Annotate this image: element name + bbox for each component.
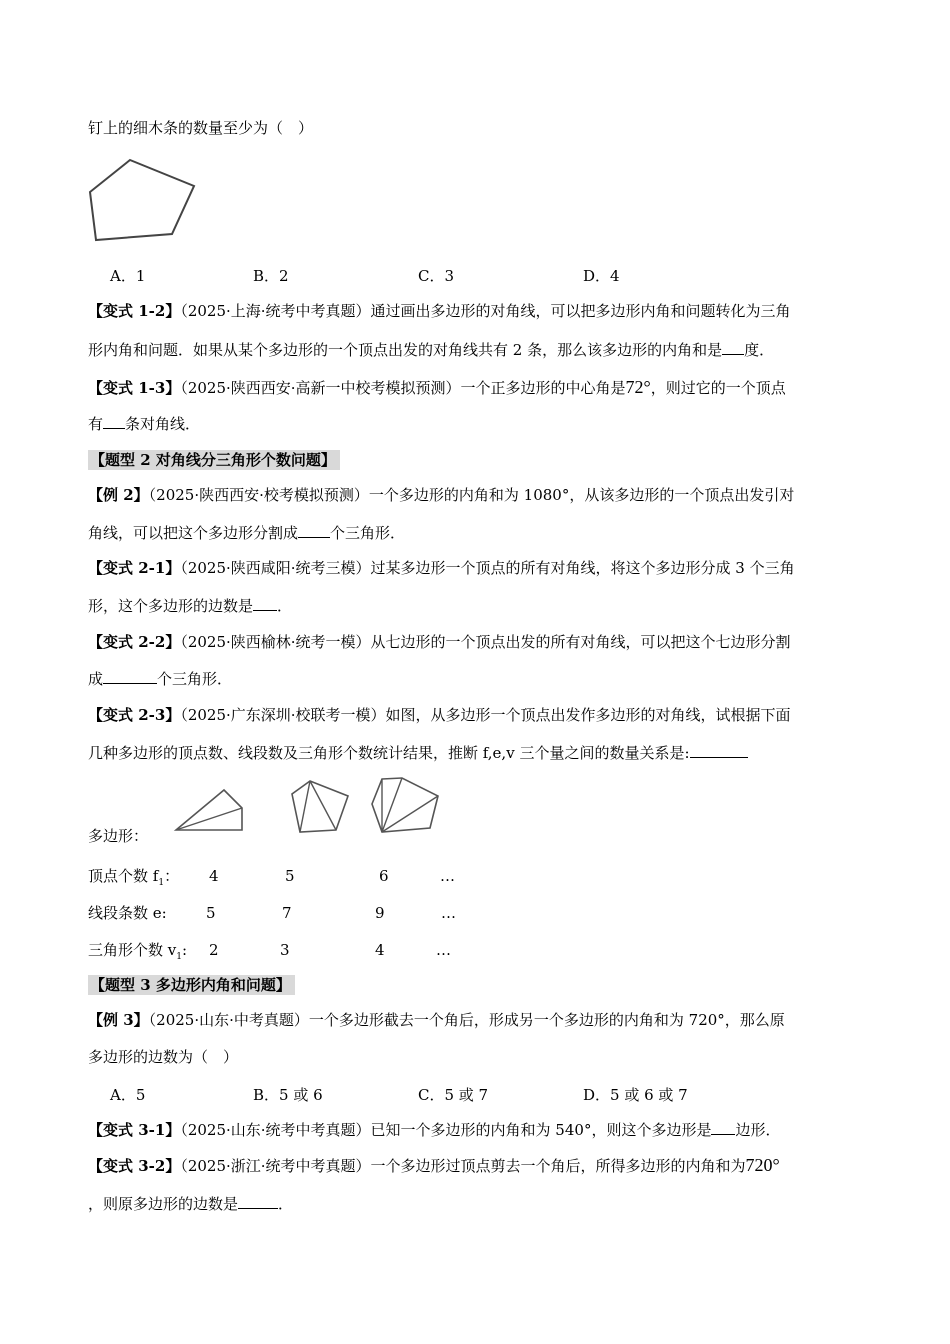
- question-text: （2025·陕西咸阳·统考三模）过某多边形一个顶点的所有对角线，将这个多边形分成 3 个三角: [180, 559, 795, 577]
- question-text: 几种多边形的顶点数、线段数及三角形个数统计结果，推断 f,e,v 三个量之间的数量关系是:: [88, 744, 690, 762]
- question-text: （2025·陕西榆林·统考一模）从七边形的一个顶点出发的所有对角线，可以把这个七边形分割: [180, 633, 791, 651]
- question-text: 角线，可以把这个多边形分割成: [88, 524, 299, 542]
- question-text: 有: [88, 415, 104, 433]
- example-2-line1: [88, 485, 794, 505]
- variant-1-2-line1: [88, 301, 791, 321]
- question-text: 个三角形．: [330, 524, 406, 542]
- question-text: （2025·浙江·统考中考真题）一个多边形过顶点剪去一个角后，所得多边形的内角和为: [180, 1157, 746, 1175]
- table-cell: 7: [282, 904, 292, 922]
- table-cell: …: [436, 941, 451, 959]
- question-text: （2025·山东·中考真题）一个多边形截去一个角后，形成另一个多边形的内角和为 720°，那么原: [148, 1011, 785, 1029]
- table-cell: 3: [280, 941, 290, 959]
- answer-blank[interactable]: [238, 1194, 278, 1209]
- variant-2-2-line1: [88, 632, 791, 652]
- option-a: A．1: [110, 267, 146, 285]
- question-text: 个三角形．: [157, 670, 233, 688]
- variant-1-2-line2: [88, 340, 774, 360]
- section-header-type3: 【题型 3 多边形内角和问题】: [88, 975, 295, 995]
- variant-3-2-line1: [88, 1155, 780, 1176]
- question-text: ．: [278, 1195, 294, 1213]
- row-label-segment: 线段条数 e:: [88, 904, 167, 922]
- option-d: D．5 或 6 或 7: [583, 1086, 688, 1104]
- example-3-line1: [88, 1010, 785, 1030]
- table-cell: 5: [206, 904, 216, 922]
- answer-blank[interactable]: [103, 669, 157, 684]
- table-cell: 5: [285, 867, 295, 885]
- example-tag: 【例 3】: [88, 1011, 149, 1029]
- variant-3-2-line2: [88, 1194, 293, 1214]
- question-text: （2025·陕西西安·高新一中校考模拟预测）一个正多边形的中心角是: [180, 379, 626, 397]
- answer-blank[interactable]: [690, 743, 748, 758]
- question-text: 形，这个多边形的边数是: [88, 597, 254, 615]
- variant-tag: 【变式 3-2】: [88, 1157, 181, 1175]
- question-text: 钉上的细木条的数量至少为（ ）: [88, 119, 314, 137]
- variant-2-1-line1: [88, 558, 795, 578]
- math-angle: 72°: [625, 377, 651, 397]
- question-text: ，则原多边形的边数是: [88, 1195, 239, 1213]
- variant-1-3-line1: [88, 377, 786, 398]
- variant-tag: 【变式 2-3】: [88, 706, 181, 724]
- question-text: （2025·山东·统考中考真题）已知一个多边形的内角和为 540°，则这个多边形是: [180, 1121, 712, 1139]
- example-2-line2: [88, 523, 405, 543]
- example-tag: 【例 2】: [88, 486, 149, 504]
- pentagon-figure: [86, 158, 198, 244]
- question-text: （2025·陕西西安·校考模拟预测）一个多边形的内角和为 1080°，从该多边形的一个顶点出发引对: [148, 486, 795, 504]
- hexagon-diagonals-figure: [368, 776, 442, 838]
- table-cell: …: [440, 867, 455, 885]
- table-cell: 4: [375, 941, 385, 959]
- table-cell: 6: [379, 867, 389, 885]
- answer-blank[interactable]: [722, 340, 744, 355]
- answer-blank[interactable]: [711, 1120, 735, 1135]
- question-text: 形内角和问题．如果从某个多边形的一个顶点出发的对角线共有 2 条，那么该多边形的内角和是: [88, 341, 723, 359]
- answer-blank[interactable]: [298, 523, 330, 538]
- variant-tag: 【变式 3-1】: [88, 1121, 181, 1139]
- option-d: D．4: [583, 267, 620, 285]
- variant-tag: 【变式 2-2】: [88, 633, 181, 651]
- quadrilateral-figure: [172, 786, 246, 834]
- question-text: 度．: [744, 341, 775, 359]
- variant-2-2-line2: [88, 669, 232, 689]
- row-label-triangle: 三角形个数 $v_1$:: [88, 941, 188, 962]
- answer-blank[interactable]: [253, 596, 277, 611]
- table-cell: 9: [375, 904, 385, 922]
- pentagon-diagonals-figure: [288, 778, 354, 836]
- option-c: C．3: [418, 267, 455, 285]
- section-header-type2: 【题型 2 对角线分三角形个数问题】: [88, 450, 340, 470]
- variant-3-1-line1: [88, 1120, 780, 1140]
- option-b: B．5 或 6: [253, 1086, 323, 1104]
- option-a: A．5: [110, 1086, 146, 1104]
- question-text: 条对角线．: [125, 415, 201, 433]
- option-b: B．2: [253, 267, 289, 285]
- table-cell: 4: [209, 867, 219, 885]
- math-angle: 720°: [745, 1155, 780, 1175]
- answer-blank[interactable]: [103, 414, 125, 429]
- table-cell: 2: [209, 941, 219, 959]
- variant-2-1-line2: [88, 596, 292, 616]
- row-label-vertex: 顶点个数 $f_1$：: [88, 867, 180, 888]
- question-text: 成: [88, 670, 104, 688]
- variant-2-3-line1: [88, 705, 791, 725]
- polygon-label: 多边形：: [88, 827, 149, 845]
- variant-tag: 【变式 1-2】: [88, 302, 181, 320]
- option-c: C．5 或 7: [418, 1086, 489, 1104]
- question-text: ．: [277, 597, 293, 615]
- question-text: ，则过它的一个顶点: [650, 379, 786, 397]
- example-3-line2: 多边形的边数为（ ）: [88, 1048, 239, 1066]
- variant-tag: 【变式 1-3】: [88, 379, 181, 397]
- question-text: 边形．: [735, 1121, 781, 1139]
- variant-2-3-line2: [88, 743, 748, 763]
- variant-tag: 【变式 2-1】: [88, 559, 181, 577]
- question-text: （2025·广东深圳·校联考一模）如图，从多边形一个顶点出发作多边形的对角线，试根据下面: [180, 706, 791, 724]
- table-cell: …: [441, 904, 456, 922]
- question-text: （2025·上海·统考中考真题）通过画出多边形的对角线，可以把多边形内角和问题转化为三角: [180, 302, 791, 320]
- variant-1-3-line2: [88, 414, 200, 434]
